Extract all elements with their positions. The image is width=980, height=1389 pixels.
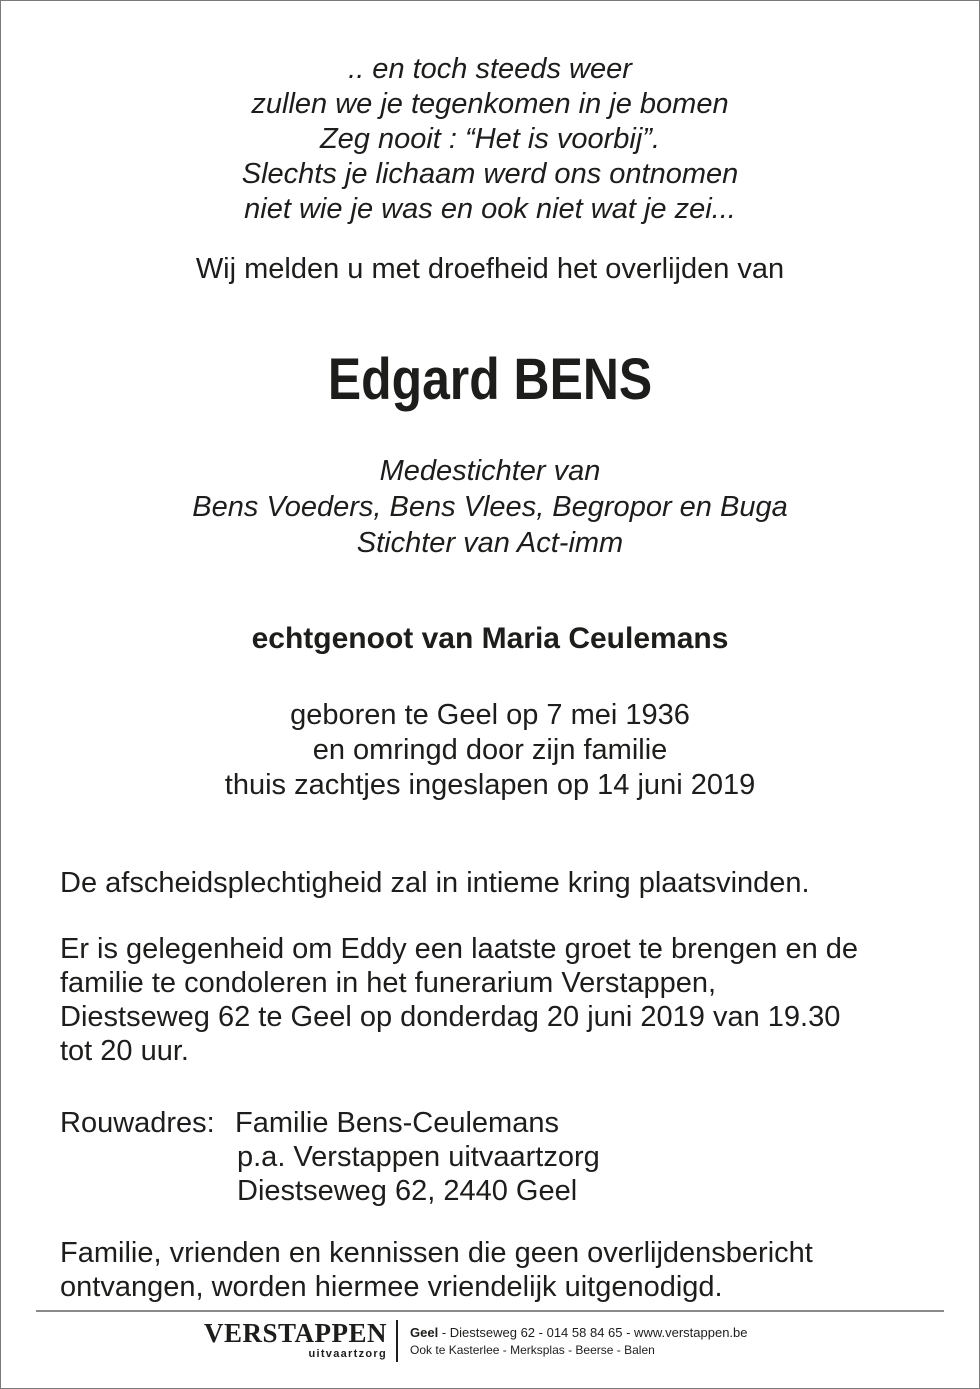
role-line: Medestichter van xyxy=(379,455,601,487)
ceremony-text: De afscheidsplechtigheid zal in intieme kring plaatsvinden. xyxy=(60,867,810,899)
visitation-line: familie te condoleren in het funerarium Verstappen, xyxy=(60,967,717,999)
contact-city: Geel xyxy=(410,1325,439,1340)
spouse: echtgenoot van Maria Ceulemans xyxy=(251,622,729,655)
poem-line: Zeg nooit : “Het is voorbij”. xyxy=(319,123,661,155)
address-line: Diestseweg 62, 2440 Geel xyxy=(237,1175,578,1207)
logo-subtitle: uitvaartzorg xyxy=(308,1348,388,1360)
visitation-text xyxy=(60,932,940,1068)
address-label: Rouwadres: xyxy=(60,1107,215,1139)
visitation-line: tot 20 uur. xyxy=(60,1035,189,1067)
poem-line: zullen we je tegenkomen in je bomen xyxy=(251,88,729,120)
announcement: Wij melden u met droefheid het overlijden van xyxy=(195,253,785,285)
footer-contact xyxy=(398,1318,747,1364)
poem xyxy=(0,52,980,227)
deceased-roles xyxy=(0,453,980,561)
role-line: Bens Voeders, Bens Vlees, Begropor en Buga xyxy=(192,491,788,523)
verstappen-logo xyxy=(204,1318,396,1364)
funeral-home-footer xyxy=(204,1318,748,1364)
life-dates xyxy=(0,698,980,803)
visitation-line: Diestseweg 62 te Geel op donderdag 20 juni 2019 van 19.30 xyxy=(60,1001,841,1033)
footer-divider xyxy=(36,1310,944,1312)
deceased-name: Edgard BENS xyxy=(327,347,653,412)
mourning-address xyxy=(60,1106,940,1208)
contact-details: - Diestseweg 62 - 014 58 84 65 - www.verstappen.be xyxy=(438,1325,748,1340)
invitation-text xyxy=(60,1236,940,1304)
contact-line xyxy=(410,1324,747,1342)
visitation-line: Er is gelegenheid om Eddy een laatste groet te brengen en de xyxy=(60,933,859,965)
branches-line: Ook te Kasterlee - Merksplas - Beerse - Balen xyxy=(410,1343,655,1357)
address-line: Familie Bens-Ceulemans xyxy=(235,1107,559,1139)
invitation-line: ontvangen, worden hiermee vriendelijk uitgenodigd. xyxy=(60,1271,723,1303)
date-line: geboren te Geel op 7 mei 1936 xyxy=(290,699,690,731)
address-line: p.a. Verstappen uitvaartzorg xyxy=(237,1141,600,1173)
invitation-line: Familie, vrienden en kennissen die geen overlijdensbericht xyxy=(60,1237,813,1269)
date-line: thuis zachtjes ingeslapen op 14 juni 2019 xyxy=(224,769,756,801)
poem-line: .. en toch steeds weer xyxy=(348,53,632,85)
role-line: Stichter van Act-imm xyxy=(356,527,624,559)
logo-wordmark: VERSTAPPEN xyxy=(204,1318,388,1348)
poem-line: Slechts je lichaam werd ons ontnomen xyxy=(241,158,739,190)
poem-line: niet wie je was en ook niet wat je zei... xyxy=(244,193,736,225)
date-line: en omringd door zijn familie xyxy=(312,734,668,766)
